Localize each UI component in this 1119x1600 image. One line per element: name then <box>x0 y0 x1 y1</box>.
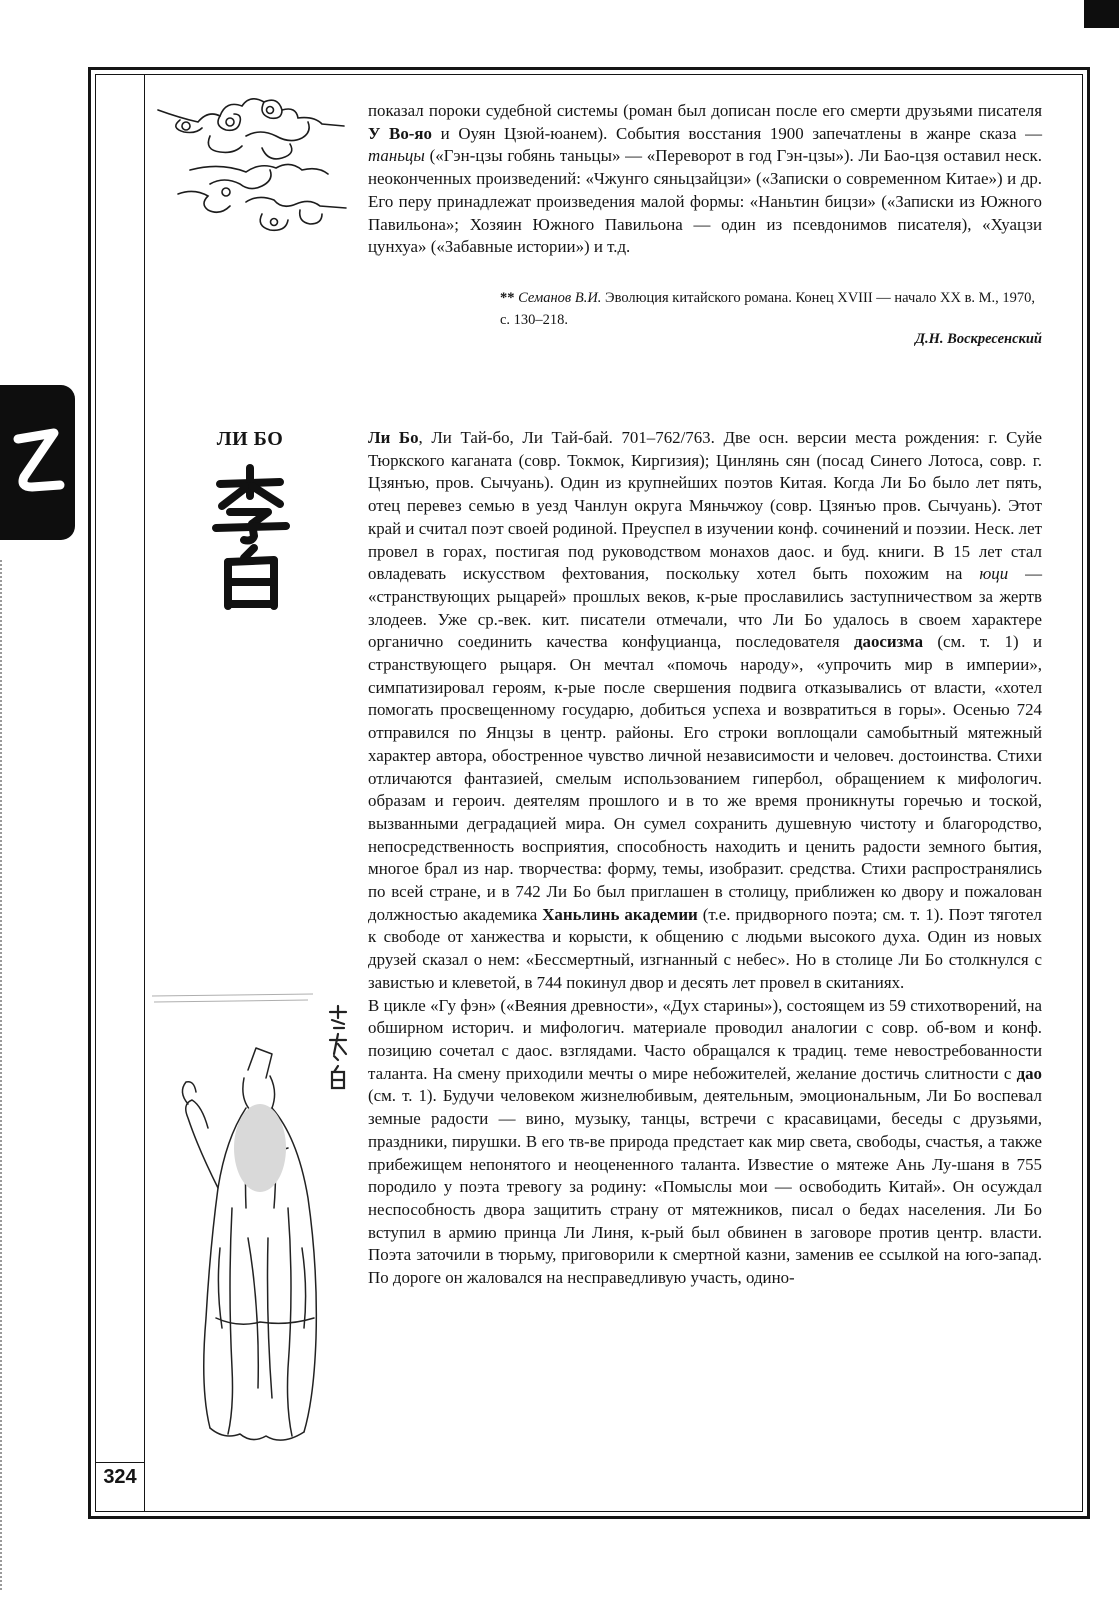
li-bo-portrait-icon <box>148 988 353 1458</box>
top-article-text <box>368 100 1042 259</box>
cross-reference: У Во-яо <box>368 123 432 143</box>
margin-column-rule <box>144 74 145 1512</box>
page-number: 324 <box>103 1466 137 1488</box>
li-bo-paragraph-2: В цикле «Гу фэн» («Веяния древности», «Дух старины»), состоящем из 59 стихотворений, на обширном историч. и мифологич. материале проводил аналогии с совр. об-вом и конф. позицию сочетал с даос. взглядами. Часто обращался к традиц. теме невостребованности таланта. На смену приходили мечты о мире небожителей, желание достичь слитности с дао (см. т. 1). Будучи человеком жизнелюбивым, деятельным, эмоциональным, Ли Бо воспевал земные радости — вино, музыку, танцы, встречи с красавицами, беседы с друзьями, праздники, пирушки. В его тв-ве природа предстает как мир света, свободы, счастья, а также прибежищем непонятого и неоцененного таланта. Известие о мятеже Ань Лу-шаня в 755 породило у поэта тревогу за родину: «Помыслы мои — освободить Китай». Он осуждал неспособность двора защитить страну от мятежников, писал о бедах населения. Ли Бо вступил в армию принца Ли Линя, к-рый был обвинен в заговоре против центр. власти. Поэта заточили в тюрьму, приговорили к смертной казни, заменив ее ссылкой на юго-запад. По дороге он жаловался на несправедливую участь, одино- <box>368 995 1042 1288</box>
cross-reference: Ханьлинь академии <box>542 904 698 924</box>
article-title: ЛИ БО <box>216 428 284 450</box>
italic-term: таньцы <box>368 146 425 166</box>
li-bo-paragraph-1: Ли Бо, Ли Тай-бо, Ли Тай-бай. 701–762/763. Две осн. версии места рождения: г. Суйе Тюркского каганата (совр. Токмок, Киргизия); Цинлянь сян (посад Синего Лотоса, совр. г. Цзянъю, пров. Сычуань). Один из крупнейших поэтов Китая. Когда Ли Бо было лет пять, отец перевез семью в уезд Чанлун округа Мяньчжоу (совр. Цзянъю пров. Сычуань). Этот край и считал поэт своей родиной. Преуспел в изучении конф. сочинений и поэзии. Неск. лет провел в горах, постигая под руководством монахов даос. и буд. книги. В 15 лет стал овладевать искусством фехтования, поскольку хотел быть похожим на юци — «странствующих рыцарей» прошлых веков, к-рые прославились заступничеством за жертв злодеев. Уже ср.-век. кит. писатели отмечали, что Ли Бо удалось в своем характере органично соединить качества конфуцианца, последователя даосизма (см. т. 1) и странствующего рыцаря. Он мечтал «помочь народу», «упрочить мир в империи», симпатизировал героям, к-рые после свершения подвига отказывались от власти, «хотел помогать просвещенному государю, добиться успеха и возвратиться в горы». Осенью 724 отправился по Янцзы в центр. районы. Его строки воплощали самобытный мятежный характер автора, обостренное чувство личной независимости и человеч. достоинства. Стихи отличаются фантазией, смелым использованием гипербол, обращением к мифологич. образам и героич. деятелям прошлого и в то же время проникнуты горечью и тоской, вызванными деградацией мира. Он сумел сохранить душевную чистоту и благородство, непосредственность восприятия, способность находить и ценить радости земного бытия, многое брал из нар. творчества: форму, темы, изобразит. средства. Стихи распространялись по всей стране, и в 742 Ли Бо был приглашен в столицу, приближен ко двору и пожалован должностью академика Ханьлинь академии (т.е. придворного поэта; см. т. 1). Поэт тяготел к свободе от ханжества и корысти, к общению с людьми высокого духа. Один из новых друзей сказал о нем: «Бессмертный, изгнанный с небес». Но в столице Ли Бо столкнулся с завистью и клеветой, в 744 покинул двор и десять лет провел в скитаниях. <box>368 428 1042 992</box>
cross-reference: даосизма <box>853 632 924 652</box>
page-corner-mark <box>1084 0 1119 28</box>
footnote-author: Семанов В.И. <box>518 290 602 306</box>
tab-glyph-icon <box>10 421 65 501</box>
top-article-paragraph: показал пороки судебной системы (роман был дописан после его смерти друзьями писателя У Во-яо и Оуян Цзюй-юанем). События восстания 1900 запечатлены в жанре сказа — таньцы («Гэн-цзы гобянь таньцы» — «Переворот в год Гэн-цзы»). Ли Бао-цзя оставил неск. неоконченных произведений: «Чжунго сяньцзайцзи» («Записки о современном Китае») и др. Его перу принадлежат произведения малой формы: «Наньтин бицзи» («Записки из Южного Павильона»; Хозяин Южного Павильона — один из псевдонимов писателя), «Хуацзи цунхуа» («Забавные истории») и т.д. <box>368 101 1042 257</box>
headword: Ли Бо <box>368 428 419 447</box>
li-bo-article-text <box>368 427 1042 1290</box>
italic-term: юци <box>979 564 1009 584</box>
cloud-ornament-icon <box>150 92 350 237</box>
footnote: ** Семанов В.И. Эволюция китайского романа. Конец XVIII — начало XX в. М., 1970, с. 130–218. <box>500 290 1036 328</box>
cross-reference: дао <box>1016 1063 1042 1083</box>
section-tab-marker <box>0 385 75 540</box>
scan-edge-noise <box>0 560 10 1590</box>
author-signature: Д.Н. Воскресенский <box>915 331 1042 347</box>
li-bo-hanzi-icon <box>200 462 300 612</box>
